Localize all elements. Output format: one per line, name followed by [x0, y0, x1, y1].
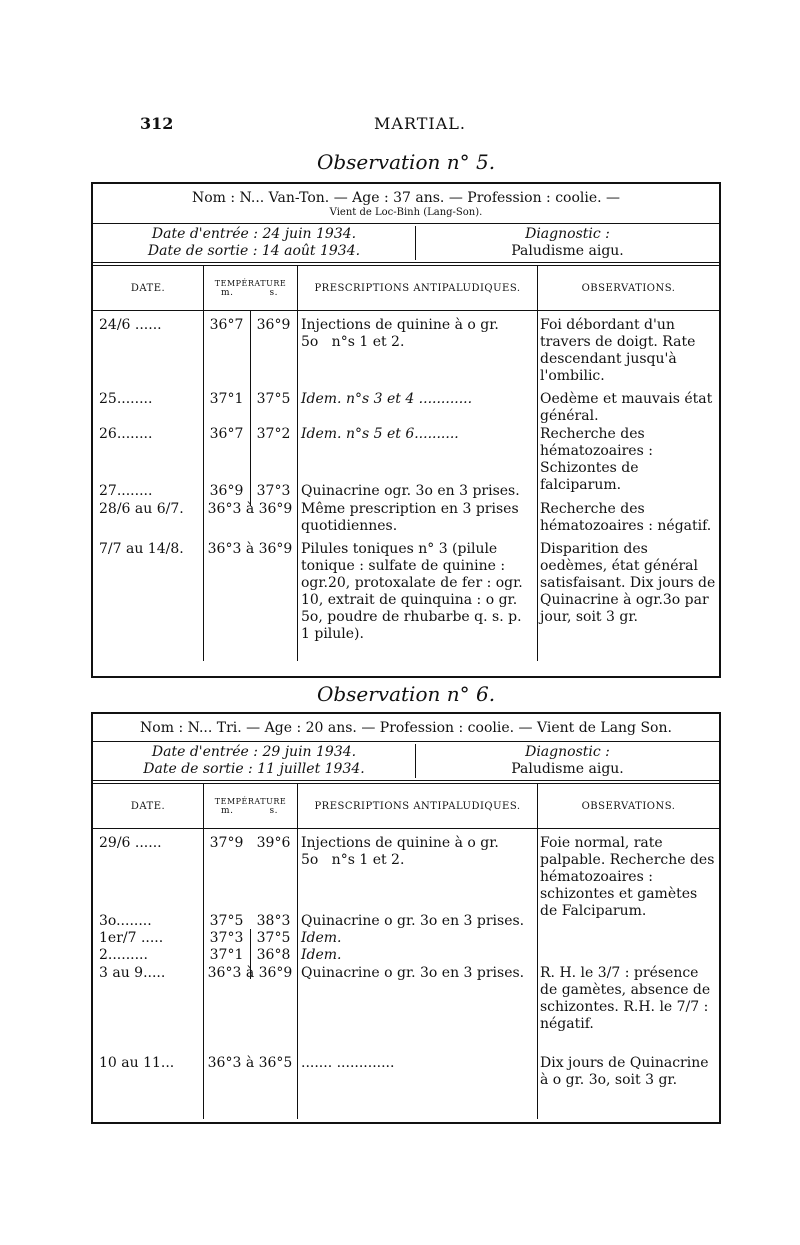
diagnostic-value: Paludisme aigu.	[511, 761, 624, 777]
table-row: 3 au 9..... 36°3 à 36°9 Quinacrine o gr. 3o en 3 prises. R. H. le 3/7 : présence de gamètes, absence de schizontes. R.H. le 7/7 : négatif.	[99, 965, 711, 1032]
table-row: 1er/7 ..... 37°3 37°5 Idem.	[99, 930, 342, 946]
patient-line: Nom : N... Van-Ton. — Age : 37 ans. — Profession : coolie. —	[191, 190, 621, 206]
patient-line: Nom : N... Tri. — Age : 20 ans. — Profession : coolie. — Vient de Lang Son.	[140, 720, 672, 736]
date-sortie: Date de sortie : 11 juillet 1934.	[143, 761, 365, 777]
observation-5-title: Observation n° 5.	[316, 150, 496, 174]
header-temp-m: m.	[221, 805, 234, 816]
observation-5-table	[91, 182, 721, 678]
header-date: DATE.	[130, 282, 166, 294]
patient-origin: Vient de Loc-Binh (Lang-Son).	[329, 207, 483, 218]
header-temperature	[203, 266, 297, 310]
table-row: 26........ 36°7 37°2 Idem. n°s 5 et 6.......... Recherche des hématozoaires : Schizontes de falciparum.	[99, 426, 653, 493]
patient-info	[93, 184, 719, 219]
table-row: 24/6 ...... 36°7 36°9 Injections de quinine à o gr. 5o n°s 1 et 2. Foi débordant d'un travers de doigt. Rate descendant jusqu'à l'ombilic.	[99, 317, 696, 384]
table-row: 25........ 37°1 37°5 Idem. n°s 3 et 4 ............ Oedème et mauvais état général.	[99, 391, 713, 424]
observation-6-title: Observation n° 6.	[316, 682, 496, 706]
dates-block	[93, 741, 719, 780]
header-temp-label: TEMPÉRATURE	[214, 278, 287, 288]
date-entree: Date d'entrée : 29 juin 1934.	[151, 744, 357, 760]
header-observations: OBSERVATIONS.	[537, 784, 719, 828]
table-body	[93, 829, 719, 1119]
date-entree: Date d'entrée : 24 juin 1934.	[151, 226, 357, 242]
header-temp-s: s.	[269, 805, 278, 816]
table-row: 27........ 36°9 37°3 Quinacrine ogr. 3o en 3 prises.	[99, 483, 520, 499]
patient-info	[93, 714, 719, 737]
table-row: 28/6 au 6/7. 36°3 à 36°9 Même prescription en 3 prises quotidiennes. Recherche des hématozoaires : négatif.	[99, 501, 712, 534]
diagnostic-label: Diagnostic :	[525, 226, 610, 242]
running-title: MARTIAL.	[374, 114, 466, 133]
header-temp-label: TEMPÉRATURE	[214, 796, 287, 806]
page-number: 312	[140, 114, 174, 133]
table-header	[93, 784, 719, 829]
header-prescriptions: PRESCRIPTIONS ANTIPALUDIQUES.	[297, 784, 537, 828]
dates-block	[93, 223, 719, 262]
table-body	[93, 311, 719, 661]
header-temp-m: m.	[221, 287, 234, 298]
date-sortie: Date de sortie : 14 août 1934.	[147, 243, 361, 259]
observation-6-table	[91, 712, 721, 1124]
table-row: 2......... 37°1 36°8 Idem.	[99, 947, 342, 963]
header-observations: OBSERVATIONS.	[537, 266, 719, 310]
diagnostic-value: Paludisme aigu.	[511, 243, 624, 259]
page-header	[140, 114, 740, 136]
header-temp-s: s.	[269, 287, 278, 298]
header-temperature	[203, 784, 297, 828]
table-header	[93, 266, 719, 311]
table-row: 7/7 au 14/8. 36°3 à 36°9 Pilules toniques n° 3 (pilule tonique : sulfate de quinine : ogr.20, protoxalate de fer : ogr. 10, extrait de quinquina : o gr. 5o, poudre de rhubarbe q. s. p. 1 pilule). Disparition des oedèmes, état général satisfaisant. Dix jours de Quinacrine à ogr.3o par jour, soit 3 gr.	[99, 541, 716, 642]
header-date: DATE.	[130, 800, 166, 812]
table-row: 29/6 ...... 37°9 39°6 Injections de quinine à o gr. 5o n°s 1 et 2. Foie normal, rate palpable. Recherche des hématozoaires : schizontes et gamètes de Falciparum.	[99, 835, 715, 919]
diagnostic-label: Diagnostic :	[525, 744, 610, 760]
table-row: 10 au 11... 36°3 à 36°5 ....... ............. Dix jours de Quinacrine à o gr. 3o, soit 3 gr.	[99, 1055, 709, 1088]
header-prescriptions: PRESCRIPTIONS ANTIPALUDIQUES.	[297, 266, 537, 310]
table-row: 3o........ 37°5 38°3 Quinacrine o gr. 3o en 3 prises.	[99, 913, 525, 929]
